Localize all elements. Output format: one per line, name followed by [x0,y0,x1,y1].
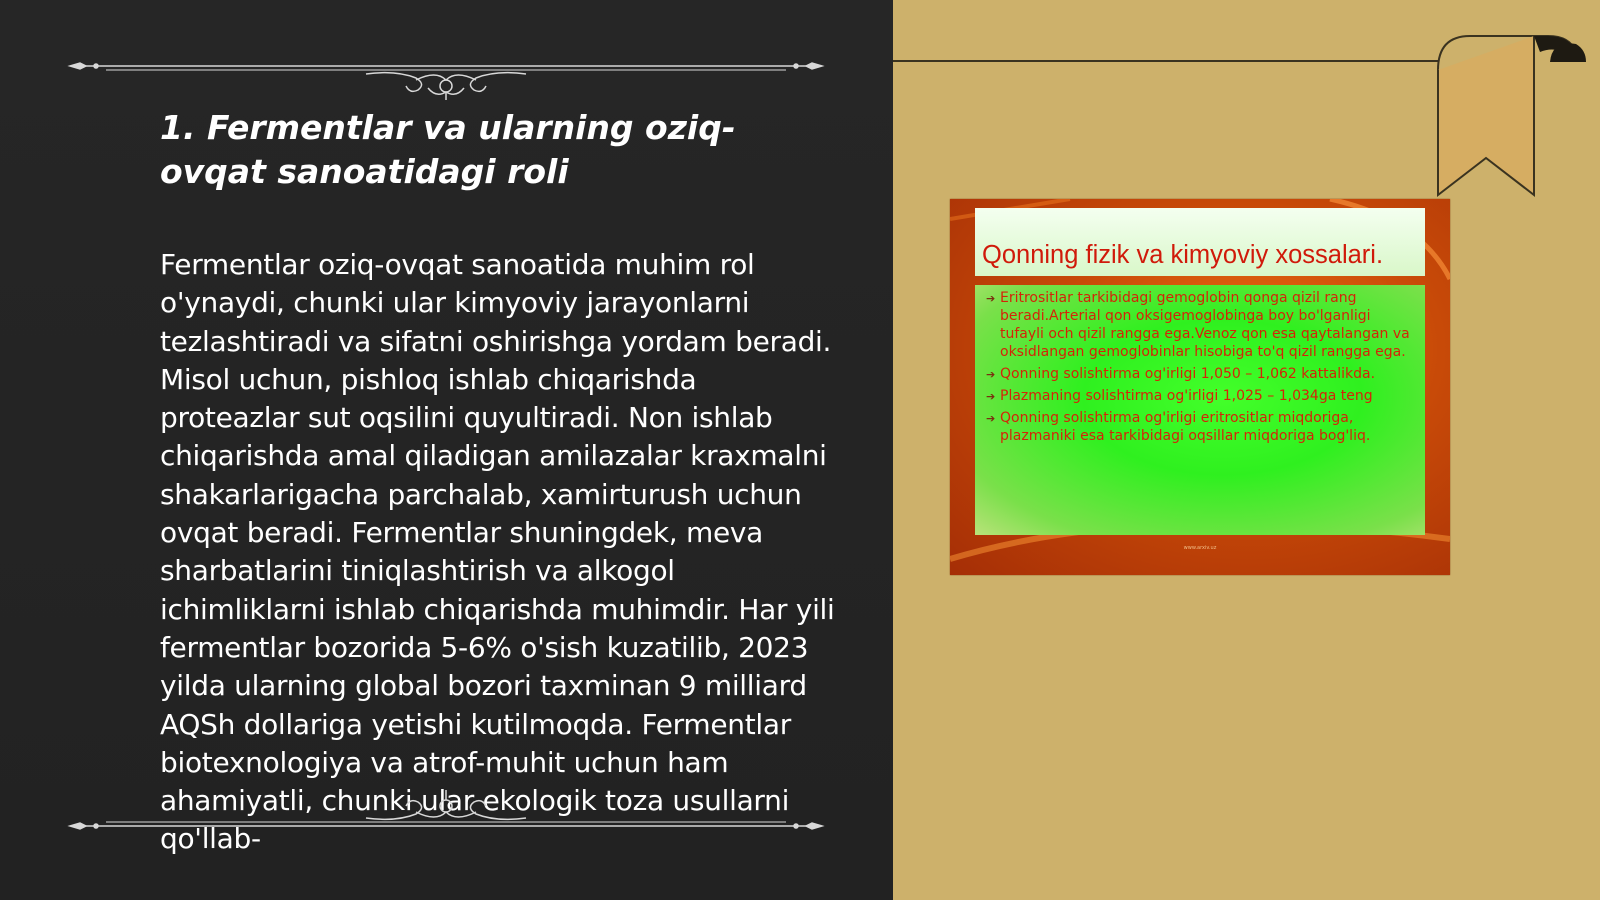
embedded-slide-title: Qonning fizik va kimyoviy xossalari. [982,241,1384,269]
slide-body-text: Fermentlar oziq-ovqat sanoatida muhim rol o'ynaydi, chunki ular kimyoviy jarayonlarni tezlashtiradi va sifatni oshirishga yordam beradi. Misol uchun, pishloq ishlab chiqarishda proteazlar sut oqsilini quyultiradi. Non ishlab chiqarishda amal qiladigan amilazalar kraxmalni shakarlarigacha parchalab, xamirturush uchun ovqat beradi. Fermentlar shuningdek, meva sharbatlarini tiniqlashtirish va alkogol ichimliklarni ishlab chiqarishda muhimdir. Har yili fermentlar bozorida 5-6% o'sish kuzatilib, 2023 yilda ularning global bozori taxminan 9 milliard AQSh dollariga yetishi kutilmoqda. Fermentlar biotexnologiya va atrof-muhit uchun ham ahamiyatli, chunki ular ekologik toza usullarni qo'llab- [160,248,835,856]
checkmark-arrow-icon: ➔ [986,292,996,305]
ornament-top-divider-icon [66,40,826,100]
embedded-footer-text: www.arxiv.uz [1183,545,1217,551]
checkmark-arrow-icon: ➔ [986,412,996,425]
list-item: ➔ Qonning solishtirma og'irligi 1,050 – 1,062 kattalikda. [986,366,1376,382]
embedded-bullet-list [986,289,1416,449]
top-divider-line [893,60,1439,62]
checkmark-arrow-icon: ➔ [986,390,996,403]
list-item: ➔ Plazmaning solishtirma og'irligi 1,025 – 1,034ga teng [986,388,1373,404]
list-item: ➔ Eritrositlar tarkibidagi gemoglobin qonga qizil rang beradi.Arterial qon oksigemoglobinga boy bo'lganligi tufayli och qizil rangga ega.Venoz qon esa qaytalangan va oksidlangan gemoglobinlar hisobiga to'q qizil rangga ega. [986,290,1410,360]
list-item: ➔ Qonning solishtirma og'irligi eritrositlar miqdoriga, plazmaniki esa tarkibidagi oqsillar miqdoriga bog'liq. [986,410,1371,444]
slide-heading: 1. Fermentlar va ularning oziq-ovqat sanoatidagi roli [160,108,736,191]
ornament-bottom-divider-icon [66,776,826,836]
bookmark-ribbon-icon [1430,30,1600,210]
checkmark-arrow-icon: ➔ [986,368,996,381]
